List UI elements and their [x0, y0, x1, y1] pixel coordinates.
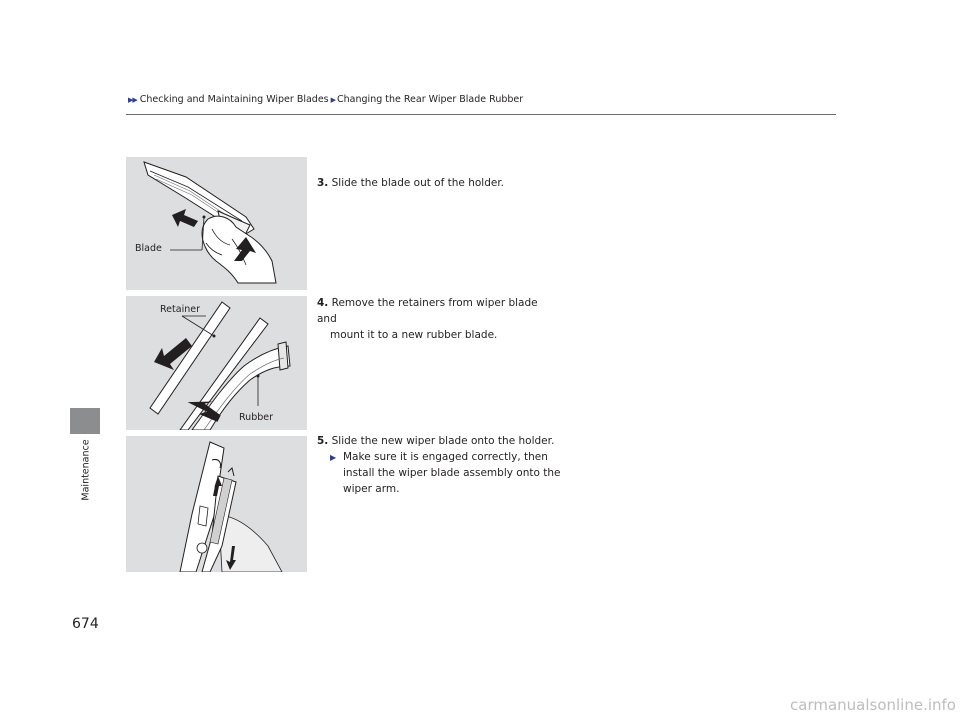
step-text: Slide the blade out of the holder. — [331, 177, 505, 189]
triangle-right-icon: ▶ — [330, 453, 337, 462]
new-blade-illustration — [126, 436, 307, 572]
step-number: 5. — [317, 435, 329, 447]
double-triangle-right-icon: ▶▶ — [128, 95, 137, 104]
header-rule — [126, 114, 836, 115]
page-number: 674 — [72, 616, 99, 632]
section-tab — [70, 408, 100, 434]
step-text-line1: Remove the retainers from wiper blade and — [317, 297, 538, 325]
step-5 — [317, 433, 567, 497]
step-text-line2: mount it to a new rubber blade. — [330, 329, 498, 341]
section-label: Maintenance — [80, 439, 92, 501]
label-rubber: Rubber — [239, 412, 274, 423]
step-note-line3: wiper arm. — [343, 483, 400, 495]
step-note — [317, 449, 567, 497]
figure-slide-new-blade — [126, 436, 307, 572]
breadcrumb — [128, 94, 523, 105]
retainer-rubber-illustration — [126, 296, 307, 430]
watermark: carmanualsonline.info — [790, 696, 956, 714]
step-3 — [317, 175, 504, 191]
breadcrumb-subsection[interactable]: Changing the Rear Wiper Blade Rubber — [337, 94, 524, 105]
wiper-hand-illustration — [126, 157, 307, 290]
figure-retainer-rubber — [126, 296, 307, 430]
step-4 — [317, 295, 557, 343]
step-text: Slide the new wiper blade onto the holder. — [331, 435, 555, 447]
arrow-icon — [172, 209, 198, 227]
breadcrumb-section[interactable]: Checking and Maintaining Wiper Blades — [139, 94, 329, 105]
triangle-right-icon: ▶ — [330, 95, 336, 104]
label-blade: Blade — [135, 243, 162, 254]
step-note-line2: install the wiper blade assembly onto the — [343, 467, 561, 479]
figure-slide-blade-out — [126, 157, 307, 290]
step-number: 4. — [317, 297, 329, 309]
step-number: 3. — [317, 177, 329, 189]
label-retainer: Retainer — [160, 304, 200, 315]
step-note-line1: Make sure it is engaged correctly, then — [343, 451, 548, 463]
